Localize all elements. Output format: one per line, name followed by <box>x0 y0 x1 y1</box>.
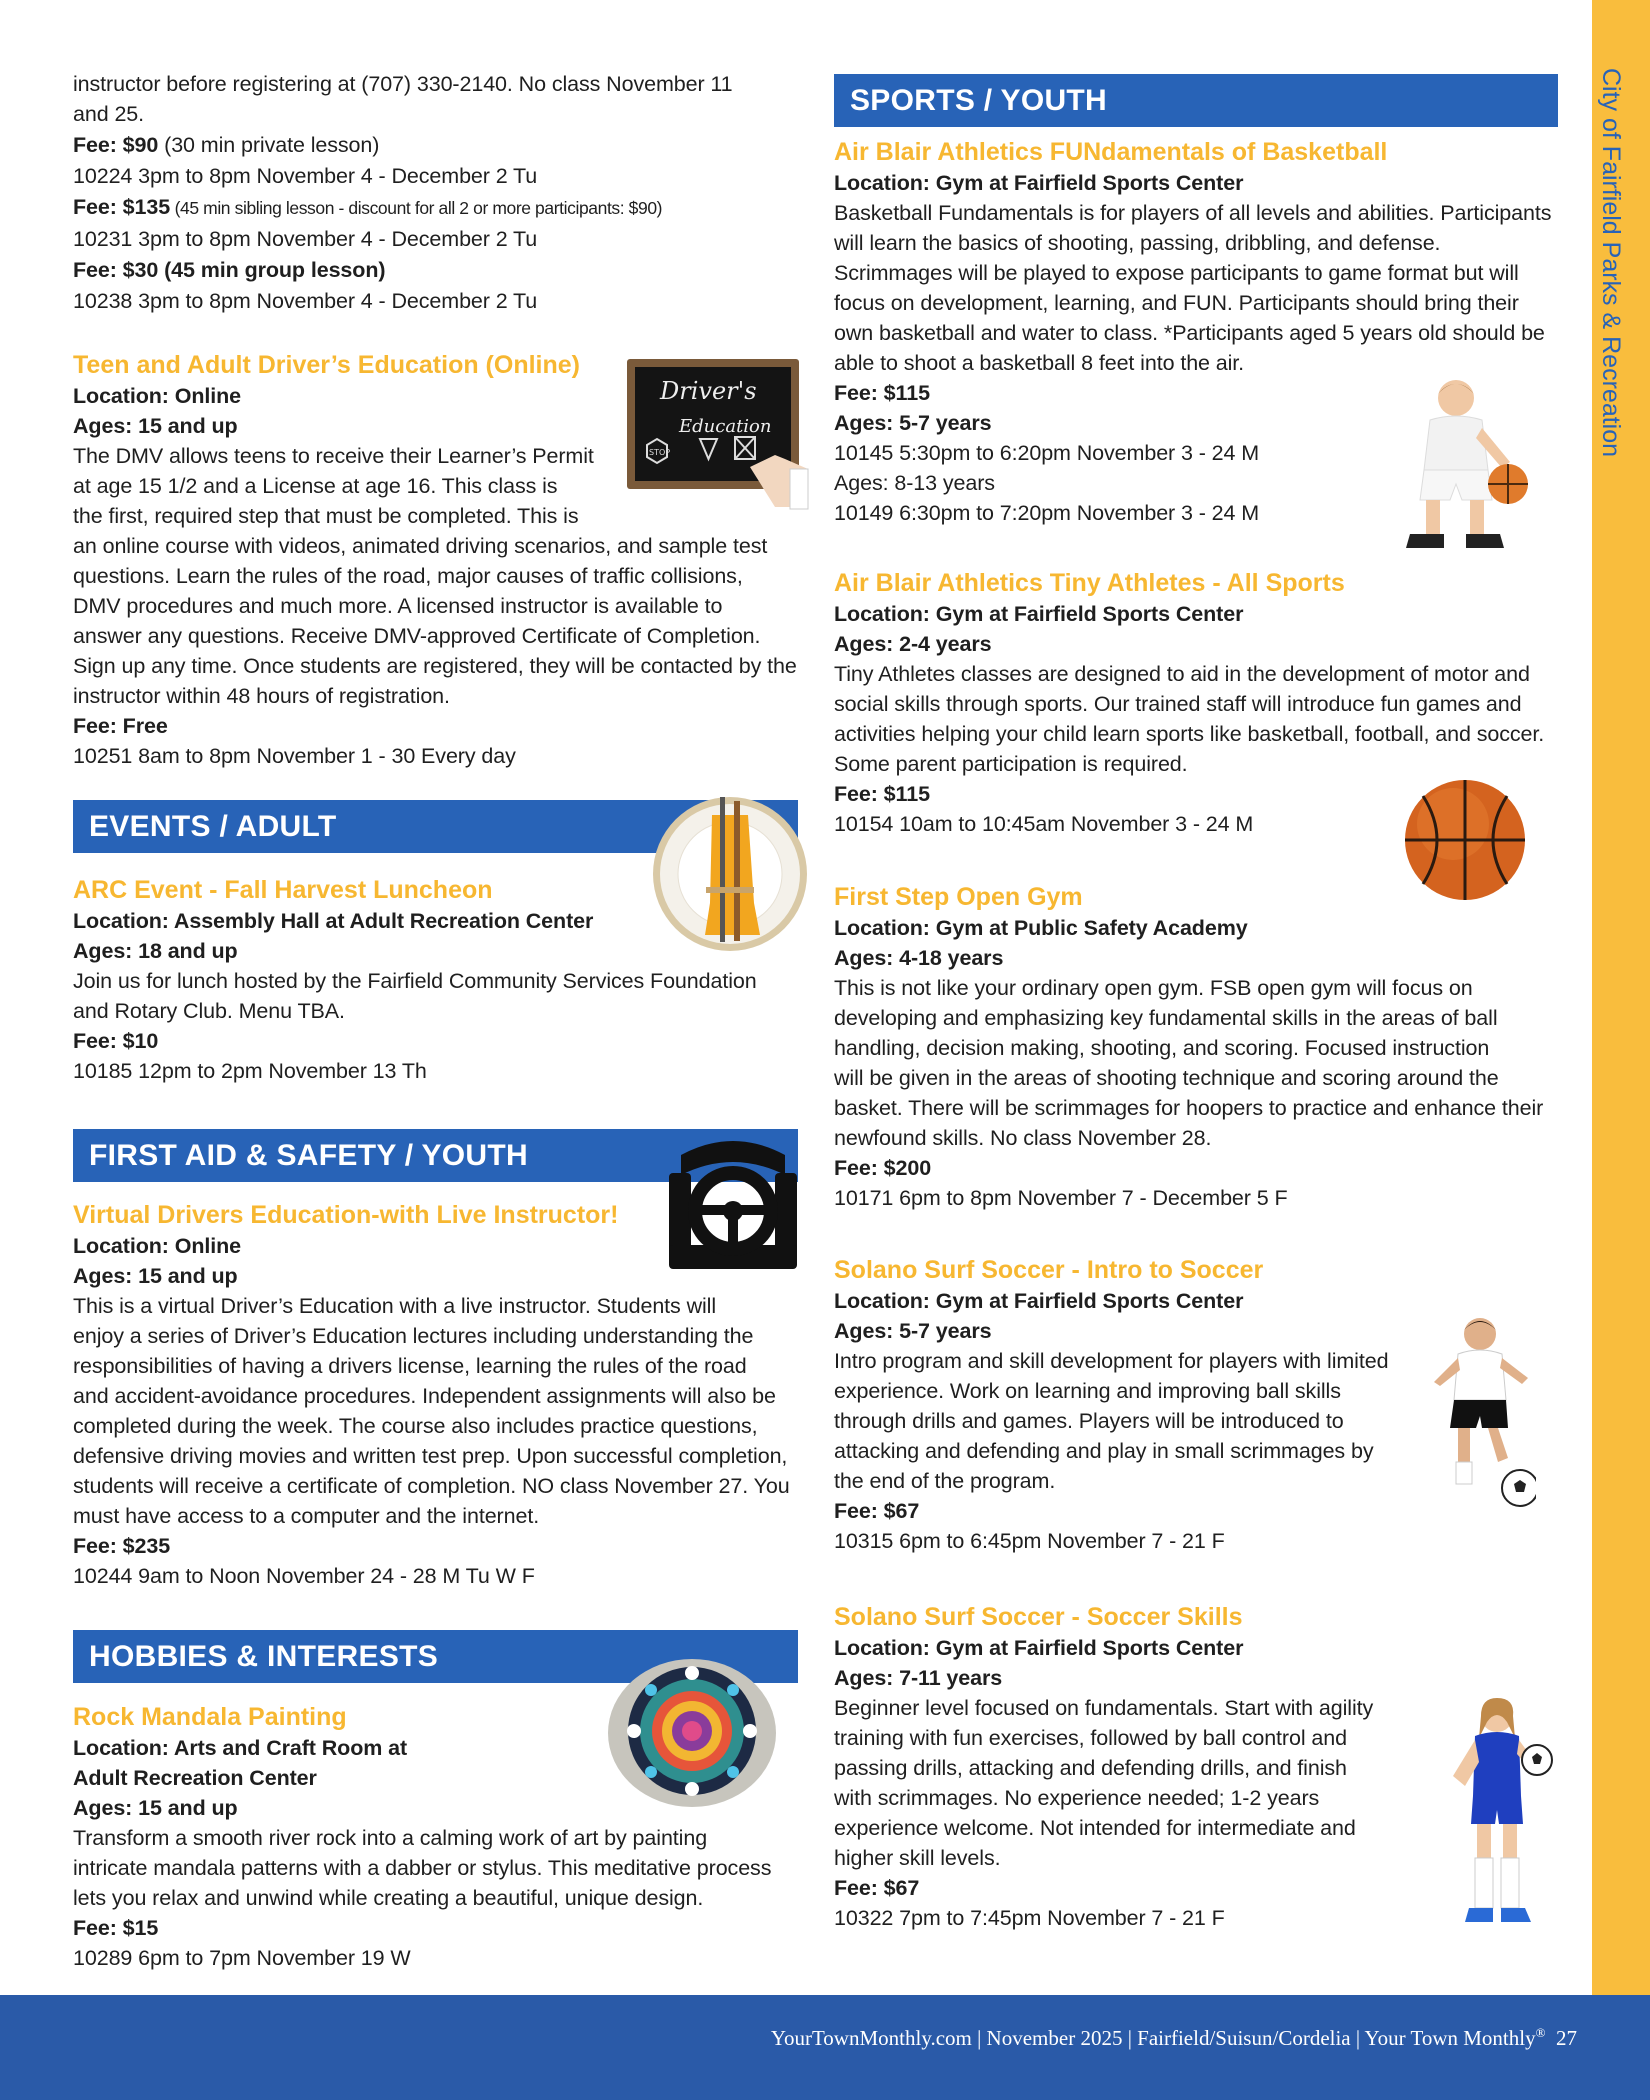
listing-desc-line: This is not like your ordinary open gym. FSB open gym will focus on <box>834 976 1473 1000</box>
listing-class: 10149 6:30pm to 7:20pm November 3 - 24 M <box>834 501 1260 525</box>
listing-desc-line: attacking and defending and play in small scrimmages by <box>834 1439 1374 1463</box>
listing-desc-line: instructor within 48 hours of registration. <box>73 684 450 708</box>
class-line: 10238 3pm to 8pm November 4 - December 2 Tu <box>73 289 538 313</box>
listing-class: 10145 5:30pm to 6:20pm November 3 - 24 M <box>834 441 1260 465</box>
listing-class: 10244 9am to Noon November 24 - 28 M Tu W F <box>73 1564 535 1588</box>
listing-desc-line: responsibilities of having a drivers license, learning the rules of the road <box>73 1354 747 1378</box>
listing-desc-line: will be given in the areas of shooting technique and scoring around the <box>834 1066 1499 1090</box>
listing-desc-line: higher skill levels. <box>834 1846 1001 1870</box>
listing-desc-line: DMV procedures and much more. A licensed instructor is available to <box>73 594 723 618</box>
stop-sign-text: STOP <box>649 448 671 457</box>
listing-location: Location: Gym at Public Safety Academy <box>834 916 1248 940</box>
listing-desc-line: lets you relax and unwind while creating a beautiful, unique design. <box>73 1886 704 1910</box>
listing-title: Virtual Drivers Education-with Live Instructor! <box>73 1201 619 1229</box>
listing-desc-line: Transform a smooth river rock into a calming work of art by painting <box>73 1826 708 1850</box>
listing-class: 10251 8am to 8pm November 1 - 30 Every day <box>73 744 516 768</box>
section-bar-events-adult: EVENTS / ADULT <box>73 800 798 853</box>
listing-desc-line: This is a virtual Driver’s Education with a live instructor. Students will <box>73 1294 717 1318</box>
mandala-rock-image <box>605 1651 780 1811</box>
listing-class: 10185 12pm to 2pm November 13 Th <box>73 1059 427 1083</box>
listing-title: Solano Surf Soccer - Soccer Skills <box>834 1603 1243 1631</box>
listing-desc-line: through drills and games. Players will be introduced to <box>834 1409 1344 1433</box>
section-bar-sports-youth: SPORTS / YOUTH <box>834 74 1558 127</box>
listing-desc-line: Join us for lunch hosted by the Fairfield Community Services Foundation <box>73 969 757 993</box>
chalkboard-title-text: Driver's <box>660 377 757 405</box>
listing-desc-line: completed during the week. The course also includes practice questions, <box>73 1414 758 1438</box>
listing-desc-line: The DMV allows teens to receive their Learner’s Permit <box>73 444 594 468</box>
listing-desc-line: students will receive a certificate of completion. NO class November 27. You <box>73 1474 790 1498</box>
listing-title: Air Blair Athletics Tiny Athletes - All Sports <box>834 569 1345 597</box>
open-gym-listing <box>834 881 1574 1213</box>
listing-class: 10322 7pm to 7:45pm November 7 - 21 F <box>834 1906 1225 1930</box>
fee-line <box>73 191 815 224</box>
listing-desc-line: Some parent participation is required. <box>834 752 1188 776</box>
listing-fee: Fee: $15 <box>73 1916 159 1940</box>
listing-desc-line: Intro program and skill development for players with limited <box>834 1349 1389 1373</box>
page-number: 27 <box>1556 2026 1577 2050</box>
listing-fee: Fee: $67 <box>834 1499 920 1523</box>
listing-ages: Ages: 15 and up <box>73 1796 238 1820</box>
listing-ages: Ages: 5-7 years <box>834 411 992 435</box>
listing-desc-line: own basketball and water to class. *Participants aged 5 years old should be <box>834 321 1545 345</box>
listing-fee: Fee: $67 <box>834 1876 920 1900</box>
listing-ages: Ages: 15 and up <box>73 414 238 438</box>
listing-location: Location: Gym at Fairfield Sports Center <box>834 1636 1244 1660</box>
listing-ages: Ages: 5-7 years <box>834 1319 992 1343</box>
fee-note: (30 min private lesson) <box>158 133 380 157</box>
section-bar-hobbies: HOBBIES & INTERESTS <box>73 1630 798 1683</box>
listing-location: Location: Gym at Fairfield Sports Center <box>834 171 1244 195</box>
fork-icon <box>720 797 725 942</box>
listing-desc-line: experience welcome. Not intended for intermediate and <box>834 1816 1356 1840</box>
continued-section <box>73 69 815 316</box>
listing-location: Location: Assembly Hall at Adult Recreation Center <box>73 909 594 933</box>
listing-desc-line: answer any questions. Receive DMV-approved Certificate of Completion. <box>73 624 761 648</box>
listing-title: Teen and Adult Driver’s Education (Online) <box>73 351 580 379</box>
listing-class: 10289 6pm to 7pm November 19 W <box>73 1946 411 1970</box>
listing-ages: Ages: 15 and up <box>73 1264 238 1288</box>
listing-desc-line: questions. Learn the rules of the road, major causes of traffic collisions, <box>73 564 743 588</box>
listing-title: ARC Event - Fall Harvest Luncheon <box>73 876 493 904</box>
listing-desc-line: with scrimmages. No experience needed; 1-2 years <box>834 1786 1320 1810</box>
listing-location: Location: Online <box>73 384 242 408</box>
listing-desc-line: Sign up any time. Once students are registered, they will be contacted by the <box>73 654 797 678</box>
listing-fee: Fee: $235 <box>73 1534 171 1558</box>
listing-title: Rock Mandala Painting <box>73 1703 347 1731</box>
listing-ages: Ages: 4-18 years <box>834 946 1004 970</box>
listing-desc-line: must have access to a computer and the internet. <box>73 1504 540 1528</box>
harvest-luncheon-plate-image <box>650 795 810 953</box>
knife-icon <box>734 801 740 941</box>
cont-line: instructor before registering at (707) 330-2140. No class November 11 <box>73 72 733 96</box>
listing-ages-plain: Ages: 8-13 years <box>834 471 995 495</box>
listing-desc-line: enjoy a series of Driver’s Education lectures including understanding the <box>73 1324 754 1348</box>
fee-label: Fee: $90 <box>73 133 159 157</box>
footer-registered-mark: ® <box>1535 2025 1546 2040</box>
listing-location: Location: Online <box>73 1234 242 1258</box>
section-bar-first-aid: FIRST AID & SAFETY / YOUTH <box>73 1129 798 1182</box>
fee-label: Fee: $135 <box>73 195 171 219</box>
listing-desc-line: developing and emphasizing key fundamental skills in the areas of ball <box>834 1006 1498 1030</box>
listing-fee: Fee: $115 <box>834 381 930 405</box>
listing-desc-line: and Rotary Club. Menu TBA. <box>73 999 345 1023</box>
listing-ages: Ages: 18 and up <box>73 939 238 963</box>
driver-steering-wheel-icon <box>663 1135 803 1275</box>
listing-desc-line: focus on development, learning, and FUN. Participants should bring their <box>834 291 1519 315</box>
boy-dribbling-basketball-image <box>1370 372 1530 555</box>
sidebar-title: City of Fairfield Parks & Recreation <box>1597 68 1625 458</box>
listing-desc-line: intricate mandala patterns with a dabber or stylus. This meditative process <box>73 1856 772 1880</box>
listing-desc-line: social skills through sports. Our trained staff will introduce fun games and <box>834 692 1522 716</box>
listing-desc-line: newfound skills. No class November 28. <box>834 1126 1212 1150</box>
listing-desc-line: activities helping your child learn sports like basketball, football, and soccer. <box>834 722 1545 746</box>
listing-location: Location: Gym at Fairfield Sports Center <box>834 602 1244 626</box>
fee-line: Fee: $30 (45 min group lesson) <box>73 258 386 282</box>
listing-desc-line: handling, decision making, shooting, and scoring. Focused instruction <box>834 1036 1490 1060</box>
listing-fee: Fee: $10 <box>73 1029 159 1053</box>
girl-with-soccer-ball-image <box>1445 1692 1553 1936</box>
class-line: 10231 3pm to 8pm November 4 - December 2 Tu <box>73 227 538 251</box>
listing-fee: Fee: $115 <box>834 782 930 806</box>
listing-title: Air Blair Athletics FUNdamentals of Basketball <box>834 138 1388 166</box>
listing-desc-line: defensive driving movies and written test prep. Upon successful completion, <box>73 1444 788 1468</box>
listing-location: Location: Gym at Fairfield Sports Center <box>834 1289 1244 1313</box>
listing-desc-line: the first, required step that must be completed. This is <box>73 504 579 528</box>
listing-fee: Fee: $200 <box>834 1156 932 1180</box>
listing-title: Solano Surf Soccer - Intro to Soccer <box>834 1256 1264 1284</box>
listing-desc-line: passing drills, attacking and defending drills, and finish <box>834 1756 1347 1780</box>
listing-desc-line: able to shoot a basketball 8 feet into the air. <box>834 351 1245 375</box>
listing-desc-line: Tiny Athletes classes are designed to aid in the development of motor and <box>834 662 1530 686</box>
listing-desc-line: an online course with videos, animated driving scenarios, and sample test <box>73 534 768 558</box>
listing-desc-line: at age 15 1/2 and a License at age 16. This class is <box>73 474 558 498</box>
listing-desc-line: experience. Work on learning and improving ball skills <box>834 1379 1341 1403</box>
listing-class: 10315 6pm to 6:45pm November 7 - 21 F <box>834 1529 1225 1553</box>
listing-ages: Ages: 2-4 years <box>834 632 992 656</box>
fee-note: (45 min sibling lesson - discount for all 2 or more participants: $90) <box>170 198 663 218</box>
listing-desc-line: will learn the basics of shooting, passing, dribbling, and defense. <box>834 231 1441 255</box>
listing-class: 10171 6pm to 8pm November 7 - December 5 F <box>834 1186 1288 1210</box>
footer-text <box>771 2025 1577 2051</box>
basketball-image <box>1403 778 1528 903</box>
footer-credit: YourTownMonthly.com | November 2025 | Fairfield/Suisun/Cordelia | Your Town Monthly <box>770 2026 1536 2050</box>
listing-title: First Step Open Gym <box>834 883 1083 911</box>
listing-desc-line: Beginner level focused on fundamentals. Start with agility <box>834 1696 1374 1720</box>
cont-line: and 25. <box>73 102 145 126</box>
fee-line <box>73 129 815 161</box>
class-line: 10224 3pm to 8pm November 4 - December 2 Tu <box>73 164 538 188</box>
listing-location: Adult Recreation Center <box>73 1766 317 1790</box>
boy-playing-soccer-image <box>1418 1312 1536 1510</box>
listing-desc-line: Basketball Fundamentals is for players of all levels and abilities. Participants <box>834 201 1552 225</box>
listing-ages: Ages: 7-11 years <box>834 1666 1003 1690</box>
listing-fee: Fee: Free <box>73 714 168 738</box>
listing-class: 10154 10am to 10:45am November 3 - 24 M <box>834 812 1254 836</box>
listing-desc-line: Scrimmages will be played to expose participants to game format but will <box>834 261 1519 285</box>
listing-desc-line: the end of the program. <box>834 1469 1056 1493</box>
listing-desc-line: basket. There will be scrimmages for hoopers to practice and enhance their <box>834 1096 1544 1120</box>
chalkboard-subtitle-text: Education <box>679 416 772 437</box>
listing-desc-line: and accident-avoidance procedures. Independent assignments will also be <box>73 1384 776 1408</box>
listing-desc-line: training with fun exercises, followed by ball control and <box>834 1726 1347 1750</box>
listing-location: Location: Arts and Craft Room at <box>73 1736 408 1760</box>
drivers-education-chalkboard-image <box>625 357 810 512</box>
